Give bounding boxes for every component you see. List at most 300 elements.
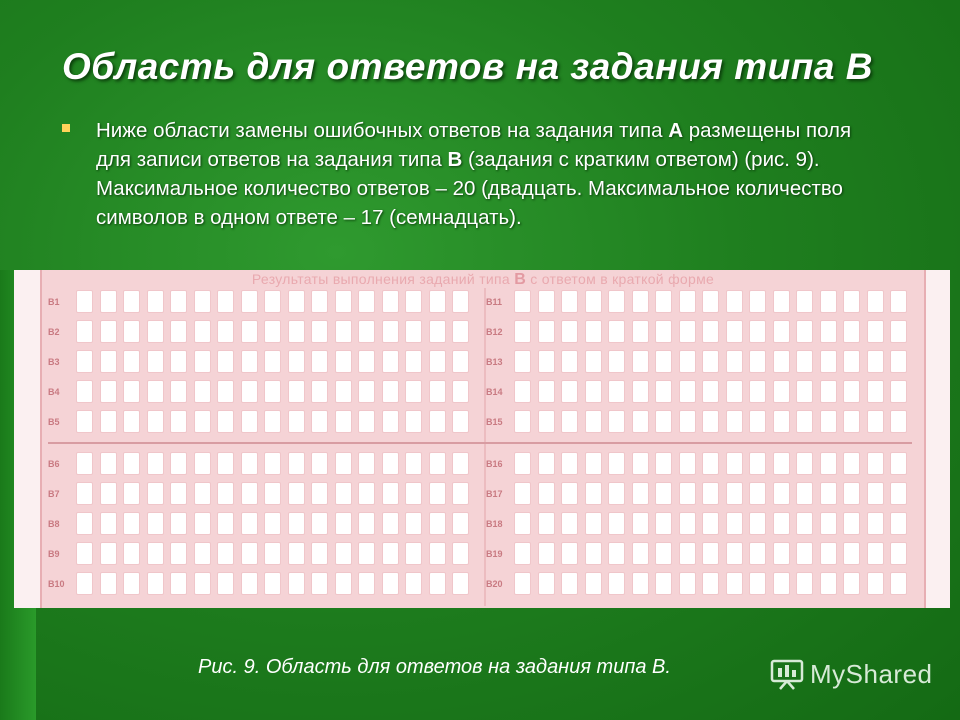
answer-cell xyxy=(100,290,117,313)
answer-cell xyxy=(429,512,446,535)
answer-cell xyxy=(867,542,884,565)
answer-row-label: В18 xyxy=(486,519,503,529)
answer-cell xyxy=(538,380,555,403)
answer-cell xyxy=(890,512,907,535)
answer-cell xyxy=(561,482,578,505)
answer-cell xyxy=(679,410,696,433)
answer-cell xyxy=(608,290,625,313)
answer-cell xyxy=(702,482,719,505)
answer-cell xyxy=(264,320,281,343)
answer-cell xyxy=(655,512,672,535)
answer-cell xyxy=(773,290,790,313)
answer-cell xyxy=(585,380,602,403)
answer-cell xyxy=(100,320,117,343)
answer-cell xyxy=(358,452,375,475)
answer-cell xyxy=(796,482,813,505)
answer-cell xyxy=(843,320,860,343)
answer-cell xyxy=(773,452,790,475)
answer-cell xyxy=(585,452,602,475)
answer-cell xyxy=(241,542,258,565)
answer-row-label: В5 xyxy=(48,417,60,427)
answer-cell xyxy=(264,542,281,565)
answer-cell xyxy=(170,542,187,565)
answer-cell xyxy=(702,542,719,565)
answer-cell xyxy=(796,290,813,313)
answer-cell xyxy=(358,380,375,403)
answer-cell xyxy=(773,410,790,433)
answer-row-label: В12 xyxy=(486,327,503,337)
answer-cell xyxy=(655,452,672,475)
answer-cell xyxy=(749,452,766,475)
answer-cell xyxy=(820,452,837,475)
paragraph-text-2: размещены поля для записи ответов на задания типа xyxy=(96,119,852,171)
answer-row-label: В8 xyxy=(48,519,60,529)
answer-cell xyxy=(170,452,187,475)
answer-cell xyxy=(890,320,907,343)
answer-cell xyxy=(773,542,790,565)
answer-cell xyxy=(147,380,164,403)
answer-cell xyxy=(773,512,790,535)
answer-cell xyxy=(585,542,602,565)
answer-cell xyxy=(820,320,837,343)
answer-cell xyxy=(726,410,743,433)
answer-cell xyxy=(452,380,469,403)
answer-cell xyxy=(147,482,164,505)
answer-cell xyxy=(264,452,281,475)
answer-cell xyxy=(514,290,531,313)
answer-cell xyxy=(335,512,352,535)
answer-row-label: В10 xyxy=(48,579,65,589)
answer-cell xyxy=(194,452,211,475)
answer-cell xyxy=(679,290,696,313)
answer-cell xyxy=(702,452,719,475)
answer-cell xyxy=(429,410,446,433)
answer-cell xyxy=(726,512,743,535)
answer-cell xyxy=(585,572,602,595)
answer-cell xyxy=(288,572,305,595)
answer-cell xyxy=(288,542,305,565)
answer-cell xyxy=(123,512,140,535)
answer-cell xyxy=(702,572,719,595)
form-header xyxy=(42,270,924,288)
answer-cell xyxy=(76,410,93,433)
answer-cell xyxy=(655,410,672,433)
form-header-text-2: с ответом в краткой форме xyxy=(526,271,715,287)
answer-cell xyxy=(405,512,422,535)
answer-cell xyxy=(796,572,813,595)
answer-cell xyxy=(726,350,743,373)
figure-caption: Рис. 9. Область для ответов на задания типа В. xyxy=(198,656,671,678)
answer-cell xyxy=(702,410,719,433)
answer-cell xyxy=(288,410,305,433)
answer-cell xyxy=(241,290,258,313)
answer-cell xyxy=(335,542,352,565)
answer-cell xyxy=(382,410,399,433)
answer-cell xyxy=(514,572,531,595)
answer-cell xyxy=(241,350,258,373)
form-divider xyxy=(48,442,912,444)
answer-cell xyxy=(679,452,696,475)
answer-cell xyxy=(749,542,766,565)
answer-cell xyxy=(382,350,399,373)
answer-cell xyxy=(405,542,422,565)
answer-cell xyxy=(655,482,672,505)
answer-cell xyxy=(561,542,578,565)
form-header-text-1: Результаты выполнения заданий типа xyxy=(251,271,515,287)
answer-cell xyxy=(773,572,790,595)
answer-cell xyxy=(820,572,837,595)
answer-row-label: В7 xyxy=(48,489,60,499)
answer-cell xyxy=(538,482,555,505)
answer-cell xyxy=(194,410,211,433)
answer-cell xyxy=(358,512,375,535)
answer-cell xyxy=(147,350,164,373)
answer-cell xyxy=(561,410,578,433)
answer-cell xyxy=(796,380,813,403)
answer-cell xyxy=(382,320,399,343)
answer-cell xyxy=(405,350,422,373)
answer-cell xyxy=(702,350,719,373)
answer-cell xyxy=(264,410,281,433)
answer-cell xyxy=(76,452,93,475)
answer-cell xyxy=(147,320,164,343)
answer-cell xyxy=(773,380,790,403)
answer-cell xyxy=(100,452,117,475)
answer-cell xyxy=(382,512,399,535)
answer-cell xyxy=(429,290,446,313)
answer-cell xyxy=(194,320,211,343)
answer-cell xyxy=(335,320,352,343)
answer-cell xyxy=(264,380,281,403)
answer-cell xyxy=(170,572,187,595)
answer-cell xyxy=(264,572,281,595)
answer-cell xyxy=(241,410,258,433)
answer-cell xyxy=(561,380,578,403)
answer-cell xyxy=(726,452,743,475)
answer-cell xyxy=(76,512,93,535)
answer-cell xyxy=(123,452,140,475)
answer-cell xyxy=(890,452,907,475)
answer-cell xyxy=(608,452,625,475)
answer-cell xyxy=(632,380,649,403)
answer-cell xyxy=(311,452,328,475)
answer-cell xyxy=(843,380,860,403)
answer-cell xyxy=(608,512,625,535)
answer-cell xyxy=(820,482,837,505)
answer-cell xyxy=(843,290,860,313)
answer-cell xyxy=(702,512,719,535)
answer-cell xyxy=(585,290,602,313)
answer-cell xyxy=(867,350,884,373)
answer-cell xyxy=(194,482,211,505)
answer-row-label: В3 xyxy=(48,357,60,367)
answer-cell xyxy=(452,542,469,565)
answer-cell xyxy=(773,482,790,505)
answer-cell xyxy=(217,572,234,595)
answer-cell xyxy=(632,410,649,433)
answer-cell xyxy=(726,290,743,313)
answer-cell xyxy=(538,572,555,595)
watermark xyxy=(770,656,933,692)
answer-cell xyxy=(452,350,469,373)
answer-cell xyxy=(405,290,422,313)
answer-cell xyxy=(585,350,602,373)
answer-cell xyxy=(538,512,555,535)
answer-cell xyxy=(358,572,375,595)
answer-cell xyxy=(890,542,907,565)
answer-cell xyxy=(76,320,93,343)
answer-cell xyxy=(311,482,328,505)
answer-cell xyxy=(288,320,305,343)
answer-cell xyxy=(405,482,422,505)
answer-cell xyxy=(288,290,305,313)
answer-cell xyxy=(311,512,328,535)
answer-cell xyxy=(170,290,187,313)
answer-cell xyxy=(820,380,837,403)
answer-cell xyxy=(843,542,860,565)
answer-cell xyxy=(100,512,117,535)
answer-cell xyxy=(890,380,907,403)
answer-cell xyxy=(429,452,446,475)
answer-cell xyxy=(147,290,164,313)
answer-cell xyxy=(538,290,555,313)
answer-cell xyxy=(288,380,305,403)
answer-cell xyxy=(194,512,211,535)
answer-cell xyxy=(311,350,328,373)
answer-row-label: В19 xyxy=(486,549,503,559)
answer-cell xyxy=(749,380,766,403)
answer-cell xyxy=(679,380,696,403)
answer-cell xyxy=(405,410,422,433)
answer-cell xyxy=(820,542,837,565)
answer-cell xyxy=(514,380,531,403)
answer-cell xyxy=(608,572,625,595)
answer-cell xyxy=(382,572,399,595)
answer-cell xyxy=(867,452,884,475)
answer-cell xyxy=(311,542,328,565)
answer-cell xyxy=(170,482,187,505)
answer-cell xyxy=(76,572,93,595)
answer-cell xyxy=(241,512,258,535)
answer-cell xyxy=(514,512,531,535)
answer-cell xyxy=(100,380,117,403)
answer-cell xyxy=(655,320,672,343)
answer-cell xyxy=(890,572,907,595)
answer-cell xyxy=(843,452,860,475)
answer-cell xyxy=(170,380,187,403)
answer-cell xyxy=(843,350,860,373)
answer-cell xyxy=(288,350,305,373)
answer-cell xyxy=(147,452,164,475)
answer-cell xyxy=(749,350,766,373)
answer-cell xyxy=(632,572,649,595)
answer-row-label: В6 xyxy=(48,459,60,469)
answer-cell xyxy=(561,512,578,535)
answer-row-label: В17 xyxy=(486,489,503,499)
answer-cell xyxy=(679,320,696,343)
answer-cell xyxy=(358,410,375,433)
answer-cell xyxy=(726,320,743,343)
answer-cell xyxy=(123,572,140,595)
answer-cell xyxy=(702,320,719,343)
answer-cell xyxy=(76,350,93,373)
answer-cell xyxy=(170,350,187,373)
answer-cell xyxy=(843,512,860,535)
answer-cell xyxy=(702,380,719,403)
answer-row-label: В9 xyxy=(48,549,60,559)
answer-row-label: В20 xyxy=(486,579,503,589)
answer-cell xyxy=(632,482,649,505)
answer-cell xyxy=(123,482,140,505)
answer-cell xyxy=(608,410,625,433)
answer-cell xyxy=(288,482,305,505)
answer-cell xyxy=(452,512,469,535)
answer-cell xyxy=(608,482,625,505)
answer-cell xyxy=(867,290,884,313)
form-header-b: В xyxy=(514,271,527,288)
answer-cell xyxy=(452,482,469,505)
answer-cell xyxy=(843,572,860,595)
answer-cell xyxy=(100,410,117,433)
answer-cell xyxy=(100,542,117,565)
answer-cell xyxy=(335,452,352,475)
answer-cell xyxy=(147,512,164,535)
answer-cell xyxy=(867,482,884,505)
answer-cell xyxy=(123,290,140,313)
answer-cell xyxy=(288,452,305,475)
answer-cell xyxy=(632,542,649,565)
answer-cell xyxy=(382,542,399,565)
answer-cell xyxy=(679,482,696,505)
answer-cell xyxy=(194,572,211,595)
answer-cell xyxy=(561,452,578,475)
answer-cell xyxy=(632,452,649,475)
slide-title: Область для ответов на задания типа В xyxy=(62,46,873,87)
answer-cell xyxy=(749,290,766,313)
answer-cell xyxy=(890,350,907,373)
answer-cell xyxy=(655,350,672,373)
answer-cell xyxy=(217,542,234,565)
answer-cell xyxy=(655,380,672,403)
answer-cell xyxy=(429,572,446,595)
answer-cell xyxy=(217,410,234,433)
answer-cell xyxy=(538,452,555,475)
presentation-icon xyxy=(770,658,804,690)
answer-cell xyxy=(76,542,93,565)
answer-cell xyxy=(217,512,234,535)
answer-cell xyxy=(429,320,446,343)
paragraph-text-1: Ниже области замены ошибочных ответов на задания типа xyxy=(96,119,669,142)
answer-cell xyxy=(890,290,907,313)
answer-cell xyxy=(429,482,446,505)
answer-cell xyxy=(382,290,399,313)
answer-cell xyxy=(123,350,140,373)
answer-cell xyxy=(123,410,140,433)
answer-cell xyxy=(749,512,766,535)
answer-cell xyxy=(241,572,258,595)
answer-cell xyxy=(264,512,281,535)
square-bullet-icon xyxy=(62,124,70,132)
answer-cell xyxy=(405,320,422,343)
answer-cell xyxy=(796,542,813,565)
answer-cell xyxy=(561,350,578,373)
answer-cell xyxy=(170,512,187,535)
answer-cell xyxy=(311,290,328,313)
answer-cell xyxy=(452,452,469,475)
answer-cell xyxy=(429,542,446,565)
answer-cell xyxy=(335,482,352,505)
answer-cell xyxy=(358,290,375,313)
answer-form-area xyxy=(40,270,926,608)
answer-cell xyxy=(796,452,813,475)
answer-cell xyxy=(726,482,743,505)
answer-cell xyxy=(655,290,672,313)
answer-cell xyxy=(264,290,281,313)
answer-cell xyxy=(76,482,93,505)
answer-cell xyxy=(217,290,234,313)
answer-cell xyxy=(843,410,860,433)
answer-cell xyxy=(170,410,187,433)
answer-cell xyxy=(843,482,860,505)
answer-cell xyxy=(452,320,469,343)
answer-cell xyxy=(749,572,766,595)
answer-cell xyxy=(452,290,469,313)
answer-cell xyxy=(585,512,602,535)
answer-cell xyxy=(100,572,117,595)
answer-row-label: В15 xyxy=(486,417,503,427)
answer-cell xyxy=(311,320,328,343)
answer-cell xyxy=(655,542,672,565)
answer-cell xyxy=(561,572,578,595)
answer-cell xyxy=(890,482,907,505)
answer-cell xyxy=(890,410,907,433)
answer-cell xyxy=(867,380,884,403)
answer-cell xyxy=(264,482,281,505)
answer-cell xyxy=(194,380,211,403)
answer-cell xyxy=(429,380,446,403)
bullet-paragraph xyxy=(96,116,862,232)
answer-cell xyxy=(796,320,813,343)
answer-cell xyxy=(452,410,469,433)
answer-row-label: В1 xyxy=(48,297,60,307)
answer-cell xyxy=(335,410,352,433)
answer-cell xyxy=(538,410,555,433)
answer-cell xyxy=(561,290,578,313)
answer-cell xyxy=(217,380,234,403)
answer-cell xyxy=(702,290,719,313)
answer-cell xyxy=(632,512,649,535)
answer-cell xyxy=(632,290,649,313)
paragraph-bold-a: А xyxy=(668,119,684,142)
answer-cell xyxy=(241,380,258,403)
answer-cell xyxy=(867,572,884,595)
answer-cell xyxy=(538,320,555,343)
answer-cell xyxy=(679,572,696,595)
answer-cell xyxy=(796,350,813,373)
paragraph-text-3: (задания с кратким ответом) (рис. 9). Максимальное количество ответов – 20 (двадцать. Максимальное количество символов в одном ответе – 17 (семнадцать). xyxy=(96,148,843,229)
answer-cell xyxy=(123,380,140,403)
answer-cell xyxy=(749,410,766,433)
answer-cell xyxy=(514,542,531,565)
answer-cell xyxy=(514,350,531,373)
answer-cell xyxy=(561,320,578,343)
answer-cell xyxy=(76,380,93,403)
answer-cell xyxy=(773,320,790,343)
answer-cell xyxy=(217,482,234,505)
answer-cell xyxy=(538,542,555,565)
answer-cell xyxy=(726,542,743,565)
answer-cell xyxy=(608,320,625,343)
